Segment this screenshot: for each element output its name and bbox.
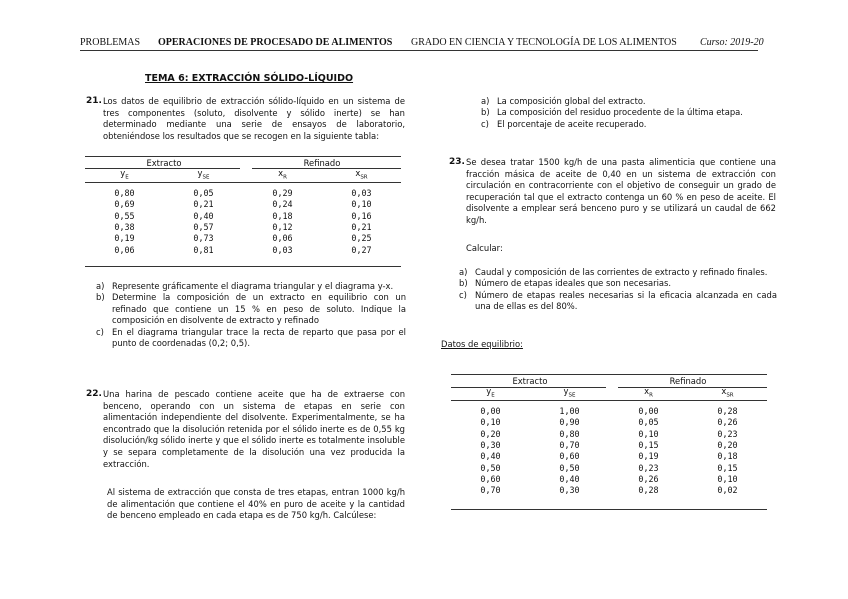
table-cell: 0,70 xyxy=(480,485,501,496)
table-cell: 0,25 xyxy=(351,233,372,244)
table-cell: 0,19 xyxy=(114,233,135,244)
table-cell: 0,10 xyxy=(717,474,738,485)
table-cell: 0,23 xyxy=(638,462,659,473)
table-cell: 0,06 xyxy=(114,244,135,255)
table-cell: 0,29 xyxy=(272,187,293,198)
table-cell: 0,05 xyxy=(638,417,659,428)
list-item-label: b) xyxy=(96,292,105,303)
table2-header-rule xyxy=(451,400,767,401)
col-header-ye: $y_E$ xyxy=(486,386,495,400)
table-cell: 0,60 xyxy=(559,451,580,462)
table-row xyxy=(451,428,767,439)
list-item-label: c) xyxy=(481,118,489,129)
table-cell: 0,21 xyxy=(193,199,214,210)
table-row xyxy=(85,233,401,244)
table-row xyxy=(85,221,401,232)
table-cell: 0,80 xyxy=(559,428,580,439)
table-row xyxy=(451,462,767,473)
problem-23-items xyxy=(459,267,777,313)
table-cell: 0,06 xyxy=(272,233,293,244)
problem-22-text: Una harina de pescado contiene aceite que ha de extraerse con benceno, operando con un sistema de etapas en serie con alimentación independiente del disolvente. Experimentalmente, se ha encontrado que la disolución retenida por el sólido inerte es de 0,55 kg disolución/kg sólido inerte y que el sólido inerte es totalmente insoluble y se separa completamente de la disolución una vez producida la extracción. xyxy=(103,389,405,469)
header-course: Curso: 2019-20 xyxy=(700,37,764,48)
problem-21-items xyxy=(96,281,406,349)
table-row xyxy=(451,485,767,496)
table-cell: 0,50 xyxy=(480,462,501,473)
table2-group-extracto: Extracto xyxy=(512,375,548,386)
list-item-text: El porcentaje de aceite recuperado. xyxy=(497,118,647,129)
table-cell: 0,10 xyxy=(351,199,372,210)
problem-23-calc-label: Calcular: xyxy=(466,243,503,253)
list-item-text: Número de etapas reales necesarias si la eficacia alcanzada en cada una de ellas es del 80%. xyxy=(475,289,777,312)
list-item xyxy=(481,107,771,118)
list-item xyxy=(96,292,406,326)
col-header-xr: $x_R$ xyxy=(278,168,287,182)
problem-21-number: 21. xyxy=(86,96,102,106)
list-item xyxy=(96,281,406,292)
table-cell: 0,19 xyxy=(638,451,659,462)
table-row xyxy=(85,244,401,255)
table1 xyxy=(85,157,401,255)
list-item-label: a) xyxy=(481,96,490,106)
table2-group-refinado: Refinado xyxy=(669,375,707,386)
list-item-text: La composición global del extracto. xyxy=(497,96,646,106)
list-item xyxy=(459,278,777,289)
table-cell: 0,20 xyxy=(480,428,501,439)
table-cell: 0,00 xyxy=(638,405,659,416)
problem-22-text2: Al sistema de extracción que consta de tres etapas, entran 1000 kg/h de alimentación que contiene el 40% en puro de aceite y la cantidad de benceno empleado en cada etapa es de 750 kg/h. Calcúlese: xyxy=(107,487,405,521)
problem-23-number: 23. xyxy=(449,157,465,167)
table-cell: 0,15 xyxy=(717,462,738,473)
problem-22-number: 22. xyxy=(86,389,102,399)
col-header-ye: $y_E$ xyxy=(120,168,129,182)
col-header-yse: $y_{SE}$ xyxy=(563,386,576,400)
table-cell: 0,38 xyxy=(114,221,135,232)
table-cell: 0,16 xyxy=(351,210,372,221)
table-cell: 0,57 xyxy=(193,221,214,232)
table1-group-extracto: Extracto xyxy=(146,157,182,168)
table-cell: 0,50 xyxy=(559,462,580,473)
header-divider xyxy=(80,50,758,51)
list-item xyxy=(96,327,406,350)
table-cell: 0,18 xyxy=(717,451,738,462)
header-problems: PROBLEMAS xyxy=(80,37,141,48)
table1-group-rule-2 xyxy=(252,168,401,169)
table-cell: 0,26 xyxy=(638,474,659,485)
list-item-label: b) xyxy=(481,107,490,118)
col-header-xsr: $x_{SR}$ xyxy=(355,168,368,182)
list-item-label: c) xyxy=(96,326,104,337)
list-item-text: Número de etapas ideales que son necesarias. xyxy=(475,278,672,289)
table-cell: 0,28 xyxy=(638,485,659,496)
table-cell: 0,15 xyxy=(638,439,659,450)
table-row xyxy=(451,416,767,427)
table-cell: 0,73 xyxy=(193,233,214,244)
table-cell: 0,70 xyxy=(559,439,580,450)
table-cell: 0,23 xyxy=(717,428,738,439)
table-cell: 0,80 xyxy=(114,187,135,198)
table-cell: 0,30 xyxy=(480,439,501,450)
table-cell: 0,55 xyxy=(114,210,135,221)
table-row xyxy=(451,439,767,450)
list-item xyxy=(459,267,777,278)
table-cell: 0,18 xyxy=(272,210,293,221)
topic-title: TEMA 6: EXTRACCIÓN SÓLIDO-LÍQUIDO xyxy=(145,73,354,84)
list-item xyxy=(481,119,771,130)
table2-body xyxy=(451,399,767,496)
table-cell: 0,28 xyxy=(717,405,738,416)
table-row xyxy=(451,399,767,416)
table2-group-rule-1 xyxy=(451,387,606,388)
list-item-text: Represente gráficamente el diagrama triangular y el diagrama y-x. xyxy=(112,281,394,291)
list-item-text: Determine la composición de un extracto en equilibrio con un refinado que contiene un 15 % en peso de soluto. Indique la composición en disolvente de extracto y refinado xyxy=(112,292,406,326)
table-cell: 0,00 xyxy=(480,405,501,416)
table1-bottom-rule xyxy=(85,266,401,267)
table1-body xyxy=(85,181,401,255)
table-cell: 0,90 xyxy=(559,417,580,428)
list-item xyxy=(459,290,777,313)
table-cell: 0,03 xyxy=(272,244,293,255)
table-cell: 0,02 xyxy=(717,485,738,496)
list-item-label: a) xyxy=(459,267,468,277)
table-row xyxy=(85,210,401,221)
table-cell: 0,81 xyxy=(193,244,214,255)
col-header-yse: $y_{SE}$ xyxy=(197,168,210,182)
table-cell: 1,00 xyxy=(559,405,580,416)
list-item-text: La composición del residuo procedente de la última etapa. xyxy=(497,107,743,118)
table-cell: 0,12 xyxy=(272,221,293,232)
table-cell: 0,10 xyxy=(638,428,659,439)
list-item-label: c) xyxy=(459,289,467,300)
list-item-text: En el diagrama triangular trace la recta de reparto que pasa por el punto de coordenadas (0,2; 0,5). xyxy=(112,326,406,349)
list-item-text: Caudal y composición de las corrientes de extracto y refinado finales. xyxy=(475,267,768,277)
list-item xyxy=(481,96,771,107)
col-header-xr: $x_R$ xyxy=(644,386,653,400)
table-cell: 0,24 xyxy=(272,199,293,210)
col-header-xsr: $x_{SR}$ xyxy=(721,386,734,400)
problem-23-text: Se desea tratar 1500 kg/h de una pasta alimenticia que contiene una fracción másica de aceite de 0,40 en un sistema de extracción con circulación en contracorriente con el objetivo de conseguir un grado de recuperación tal que el extracto contenga un 60 % en peso de aceite. El disolvente a emplear será benceno puro y se utilizará un caudal de 662 kg/h. xyxy=(466,157,776,225)
table-cell: 0,40 xyxy=(480,451,501,462)
list-item-label: b) xyxy=(459,278,468,289)
table1-group-refinado: Refinado xyxy=(303,157,341,168)
table-row xyxy=(85,181,401,198)
table-cell: 0,03 xyxy=(351,187,372,198)
table-row xyxy=(451,473,767,484)
table2-header-row xyxy=(451,386,767,399)
table-cell: 0,21 xyxy=(351,221,372,232)
header-degree: GRADO EN CIENCIA Y TECNOLOGÍA DE LOS ALIMENTOS xyxy=(411,37,677,48)
table-cell: 0,05 xyxy=(193,187,214,198)
problem-23-eq-label: Datos de equilibrio: xyxy=(441,339,523,349)
table-cell: 0,20 xyxy=(717,439,738,450)
table-cell: 0,69 xyxy=(114,199,135,210)
problem-21-text: Los datos de equilibrio de extracción sólido-líquido en un sistema de tres componentes (soluto, disolvente y sólido inerte) se han determinado mediante una serie de ensayos de laboratorio, obteniéndose los resultados que se recogen en la siguiente tabla: xyxy=(103,96,405,141)
table-cell: 0,40 xyxy=(559,474,580,485)
list-item-label: a) xyxy=(96,281,105,291)
table-cell: 0,27 xyxy=(351,244,372,255)
table-row xyxy=(85,198,401,209)
table1-header-row xyxy=(85,168,401,181)
table1-header-rule xyxy=(85,182,401,183)
table-cell: 0,26 xyxy=(717,417,738,428)
table-cell: 0,40 xyxy=(193,210,214,221)
table2 xyxy=(451,375,767,496)
table2-bottom-rule xyxy=(451,509,767,510)
table-row xyxy=(451,451,767,462)
table2-group-rule-2 xyxy=(618,387,767,388)
table-cell: 0,10 xyxy=(480,417,501,428)
header-subject: OPERACIONES DE PROCESADO DE ALIMENTOS xyxy=(158,37,393,48)
table-cell: 0,30 xyxy=(559,485,580,496)
table-cell: 0,60 xyxy=(480,474,501,485)
problem-22-items xyxy=(481,96,771,130)
table1-group-rule-1 xyxy=(85,168,240,169)
